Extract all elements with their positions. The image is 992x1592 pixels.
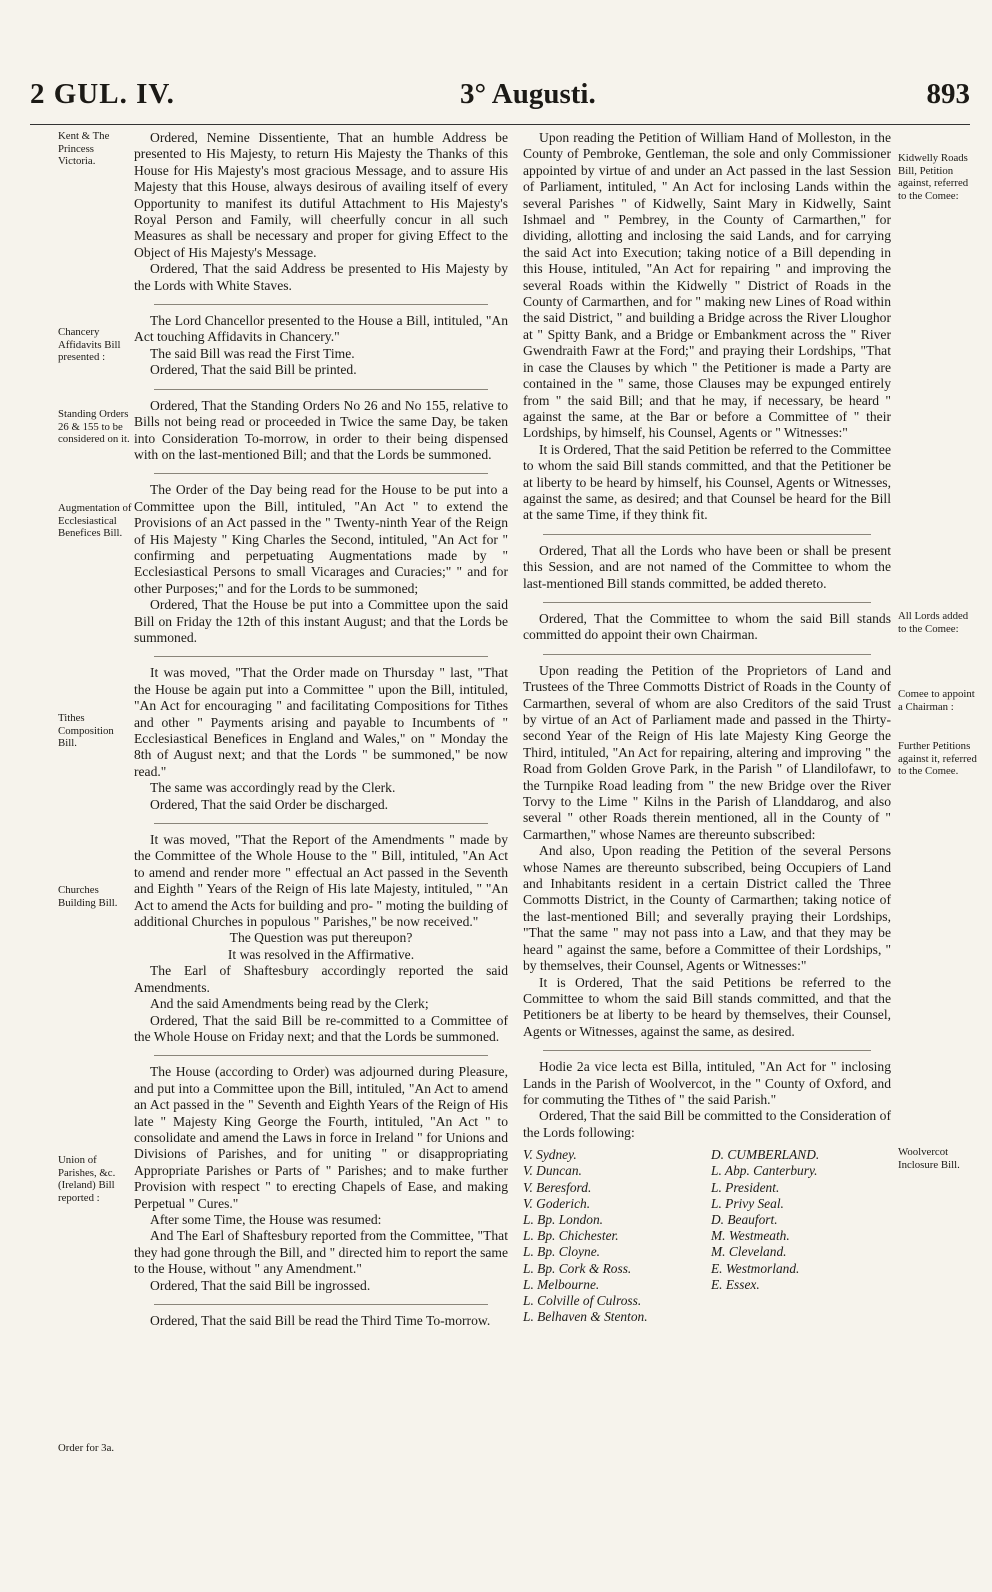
margin-note: Order for 3a. xyxy=(58,1442,115,1454)
lord-entry: V. Beresford. xyxy=(523,1179,592,1195)
paragraph: It is Ordered, That the said Petition be referred to the Committee to whom the said Bill stands committed, and that the Petitioner be at liberty to be heard by himself, his Counsel, Agents or Witnesses, against the same, as desired; and that Counsel be heard for the Bill at the same Time, if they think fit. xyxy=(523,441,891,523)
paragraph: Ordered, That the said Bill be read the Third Time To-morrow. xyxy=(150,1313,491,1328)
lord-entry: L. Abp. Canterbury. xyxy=(711,1163,818,1179)
paragraph: Upon reading the Petition of William Hand of Molleston, in the County of Pembroke, Gentleman, the sole and only Commissioner appointed by virtue of and under an Act passed in the last Session of Parliament, intituled, " An Act for inclosing Lands within the several Parishes " of Kidwelly, Saint Mary in Kidwelly, Saint Ishmael and " Pembrey, in the County of Carmarthen," for dividing, allotting and inclosing the said Lands, and for carrying the said Act into Execution; taking notice of a Bill depending in this House, intituled, "An Act for repairing " and improving the several Roads within the Kidwelly " District of Roads in the County of Carmarthen, and for " making new Lines of Road within the said District, " and building a Bridge across the River Lloughor at " Spitty Bank, and a Bridge or Embankment across the " River Gwendraith Fawr at the Ford;" and praying their Lordships, "That in case the Clauses by which " the Petitioner is made a Party are contained in the " same, those Clauses may be expunged entirely from " the said Bill; and that he may, if necessary, be heard " against the same, at the Bar or before a Committee of " their Lordships, by himself, his Counsel, Agents or " Witnesses:" xyxy=(523,130,891,441)
section-divider xyxy=(154,389,488,390)
lord-entry: L. Bp. Cork & Ross. xyxy=(523,1260,632,1276)
lord-entry: E. Westmorland. xyxy=(711,1260,800,1276)
section-divider xyxy=(543,602,871,603)
section-divider xyxy=(543,534,871,535)
margin-note: All Lords added to the Comee: xyxy=(898,610,969,635)
paragraph: And the said Amendments being read by the Clerk; xyxy=(150,996,429,1012)
paragraph: Ordered, That the House be put into a Committee upon the said Bill on Friday the 12th of this instant August; and that the Lords be summoned. xyxy=(134,597,508,645)
paragraph: It is Ordered, That the said Petitions be referred to the Committee to whom the said Bill stands committed, and that the Petitioners be at liberty to be heard by themselves, their Counsel, Agents or Witnesses, against the same, as desired. xyxy=(523,974,891,1039)
lord-entry: L. Bp. London. xyxy=(523,1211,603,1227)
paragraph: Ordered, Nemine Dissentiente, That an humble Address be presented to His Majesty, to return His Majesty the Thanks of this House for His Majesty's most gracious Message, and to assure His Majesty that this House, always desirous of availing itself of every Opportunity to manifest its dutiful Attachment to His Majesty's Royal Person and Family, will cheerfully concur in all such Measures as shall be necessary and proper for giving Effect to the Object of His Majesty's Message. xyxy=(134,130,508,260)
margin-note: Woolvercot Inclosure Bill. xyxy=(898,1146,960,1171)
regnal-year: 2 GUL. IV. xyxy=(30,78,175,110)
lord-entry: L. Privy Seal. xyxy=(711,1195,784,1211)
lord-entry: V. Sydney. xyxy=(523,1147,577,1163)
margin-note: Kent & The Princess Victoria. xyxy=(58,130,110,168)
section-divider xyxy=(154,1304,488,1305)
lord-entry: V. Duncan. xyxy=(523,1163,582,1179)
page-number: 893 xyxy=(926,78,970,110)
paragraph: Hodie 2a vice lecta est Billa, intituled, "An Act for " inclosing Lands in the Parish of Woolvercot, in the " County of Oxford, and for commuting the Tithes of " the said Parish." xyxy=(523,1059,891,1107)
lord-entry: L. Melbourne. xyxy=(523,1276,600,1292)
paragraph: And The Earl of Shaftesbury reported from the Committee, "That they had gone through the Bill, and " directed him to report the same to the House, without " any Amendment." xyxy=(134,1228,508,1277)
section-divider xyxy=(154,823,488,824)
lord-entry: M. Westmeath. xyxy=(711,1228,790,1244)
paragraph: Ordered, That the Standing Orders No 26 and No 155, relative to Bills not being read or proceeded in Twice the same Day, be taken into Consideration To-morrow, in order to their being dispensed with on the last-mentioned Bill; and that the Lords be summoned. xyxy=(134,397,508,462)
margin-note: Tithes Composition Bill. xyxy=(58,712,114,750)
paragraph: Ordered, That the said Bill be committed to the Consideration of the Lords following: xyxy=(523,1108,891,1140)
left-column xyxy=(134,130,508,1570)
paragraph: Upon reading the Petition of the Proprietors of Land and Trustees of the Three Commotts District of Roads in the County of Carmarthen, several of whom are also Creditors of the said Trust by virtue of an Act of Parliament made and passed in the Thirty-second Year of the Reign of His late Majesty King George the Third, intituled, "An Act for repairing, altering and improving " the Road from Golden Grove Park, in the Parish " of Llandilofawr, to the Turnpike Road leading from " the new Bridge over the River Torvy to the Lime " Kilns in the Parish of Llanddarog, and also several " other Roads therein mentioned, all in the County of " Carmarthen," whose Names are thereunto subscribed: xyxy=(523,662,891,842)
paragraph: The Lord Chancellor presented to the House a Bill, intituled, "An Act touching Affidavits in Chancery." xyxy=(134,313,508,345)
paragraph: The same was accordingly read by the Clerk. xyxy=(150,780,396,796)
lords-list-right xyxy=(711,1147,891,1325)
lord-entry: L. Bp. Cloyne. xyxy=(523,1244,600,1260)
left-margin-notes xyxy=(58,130,132,1570)
committee-lords-list xyxy=(523,1147,891,1325)
paragraph: And also, Upon reading the Petition of the several Persons whose Names are thereunto subscribed, being Occupiers of Land and Inhabitants resident in a certain District called the Three Commotts District, in the County of Carmarthen; taking notice of the last-mentioned Bill; and severally praying their Lordships, "That the same " may not pass into a Law, and that they may be heard " against the same, before a Committee of their Lordships, " by themselves, their Counsel, Agents or Witnesses:" xyxy=(523,843,891,974)
section-divider xyxy=(154,304,488,305)
lord-entry: D. Beaufort. xyxy=(711,1211,778,1227)
lord-entry: E. Essex. xyxy=(711,1276,760,1292)
page-header xyxy=(30,78,970,122)
paragraph: Ordered, That the said Bill be re-committed to a Committee of the Whole House on Friday next; and that the Lords be summoned. xyxy=(134,1012,508,1044)
lord-entry: D. CUMBERLAND. xyxy=(711,1147,820,1163)
margin-note: Further Petitions against it, referred to the Comee. xyxy=(898,740,977,778)
right-column xyxy=(523,130,891,1570)
lords-list-left xyxy=(523,1147,703,1325)
lord-entry: L. Colville of Culross. xyxy=(523,1292,642,1308)
lord-entry: M. Cleveland. xyxy=(711,1244,787,1260)
lord-entry: V. Goderich. xyxy=(523,1195,591,1211)
paragraph: The Earl of Shaftesbury accordingly reported the said Amendments. xyxy=(134,963,508,995)
margin-note: Kidwelly Roads Bill, Petition against, referred to the Comee: xyxy=(898,152,969,202)
paragraph: Ordered, That the said Order be discharged. xyxy=(150,796,389,812)
right-margin-notes xyxy=(898,130,978,1570)
section-divider xyxy=(154,473,488,474)
lord-entry: L. President. xyxy=(711,1179,780,1195)
section-divider xyxy=(543,1050,871,1051)
margin-note: Comee to appoint a Chairman : xyxy=(898,688,975,713)
paragraph: The Order of the Day being read for the House to be put into a Committee upon the Bill, intituled, "An Act " to extend the Provisions of an Act passed in the " Twenty-ninth Year of the Reign of His Majesty " King Charles the Second, intituled, "An Act for " confirming and perpetuating Augmentations made by " Ecclesiastical Persons to small Vicarages and Curacies;" " and for other Purposes;" and for the Lords to be summoned; xyxy=(134,482,508,596)
page-date: 3° Augusti. xyxy=(460,78,596,110)
paragraph: The House (according to Order) was adjourned during Pleasure, and put into a Committee upon the Bill, intituled, "An Act to amend an Act passed in the " Seventh and Eighth Years of the Reign of His late " Majesty King George the Fourth, intituled, "An Act " to consolidate and amend the Laws in force in Ireland " for Unions and Divisions of Parishes, and for uniting " or disappropriating Appropriate Parishes or Parts of " Parishes; and to make further Provision with respect " to erecting Chapels of Ease, and making Perpetual " Cures." xyxy=(134,1064,508,1211)
margin-note: Chancery Affidavits Bill presented : xyxy=(58,326,121,364)
paragraph: Ordered, That the Committee to whom the said Bill stands committed do appoint their own Chairman. xyxy=(523,610,891,643)
paragraph: It was resolved in the Affirmative. xyxy=(227,946,415,962)
section-divider xyxy=(543,654,871,655)
margin-note: Union of Parishes, &c. (Ireland) Bill reported : xyxy=(58,1154,116,1204)
paragraph: It was moved, "That the Report of the Amendments " made by the Committee of the Whole House to the " Bill, intituled, "An Act to amend and render more " effectual an Act passed in the Seventh and Eighth " Years of the Reign of His late Majesty, intituled, " "An Act to amend the Acts for building and pro- " moting the building of additional Churches in populous " Parishes," be now received." xyxy=(134,832,508,930)
lord-entry: L. Bp. Chichester. xyxy=(523,1228,619,1244)
section-divider xyxy=(154,656,488,657)
paragraph: The said Bill was read the First Time. xyxy=(150,345,355,361)
paragraph: It was moved, "That the Order made on Thursday " last, "That the House be again put into a Committee " upon the Bill, intituled, "An Act for encouraging " and facilitating Compositions for Tithes and other " Payments arising and payable to Incumbents of " Ecclesiastical Benefices in England and Wales," on " Monday the 8th of August next; and that the Lords " be summoned," be now read." xyxy=(134,665,508,779)
paragraph: Ordered, That the said Bill be printed. xyxy=(150,362,357,378)
margin-note: Standing Orders 26 & 155 to be considered on it. xyxy=(58,408,130,446)
header-rule xyxy=(30,124,970,125)
paragraph: After some Time, the House was resumed: xyxy=(150,1211,382,1227)
paragraph: Ordered, That all the Lords who have been or shall be present this Session, and are not named of the Committee to whom the last-mentioned Bill stands committed, be added thereto. xyxy=(523,542,891,591)
paragraph: The Question was put thereupon? xyxy=(229,930,413,946)
section-divider xyxy=(154,1055,488,1056)
paragraph: Ordered, That the said Address be presented to His Majesty by the Lords with White Staves. xyxy=(134,261,508,293)
paragraph: Ordered, That the said Bill be ingrossed. xyxy=(150,1277,371,1293)
margin-note: Churches Building Bill. xyxy=(58,884,118,909)
lord-entry: L. Belhaven & Stenton. xyxy=(523,1309,648,1325)
margin-note: Augmentation of Ecclesiastical Benefices Bill. xyxy=(58,502,132,540)
